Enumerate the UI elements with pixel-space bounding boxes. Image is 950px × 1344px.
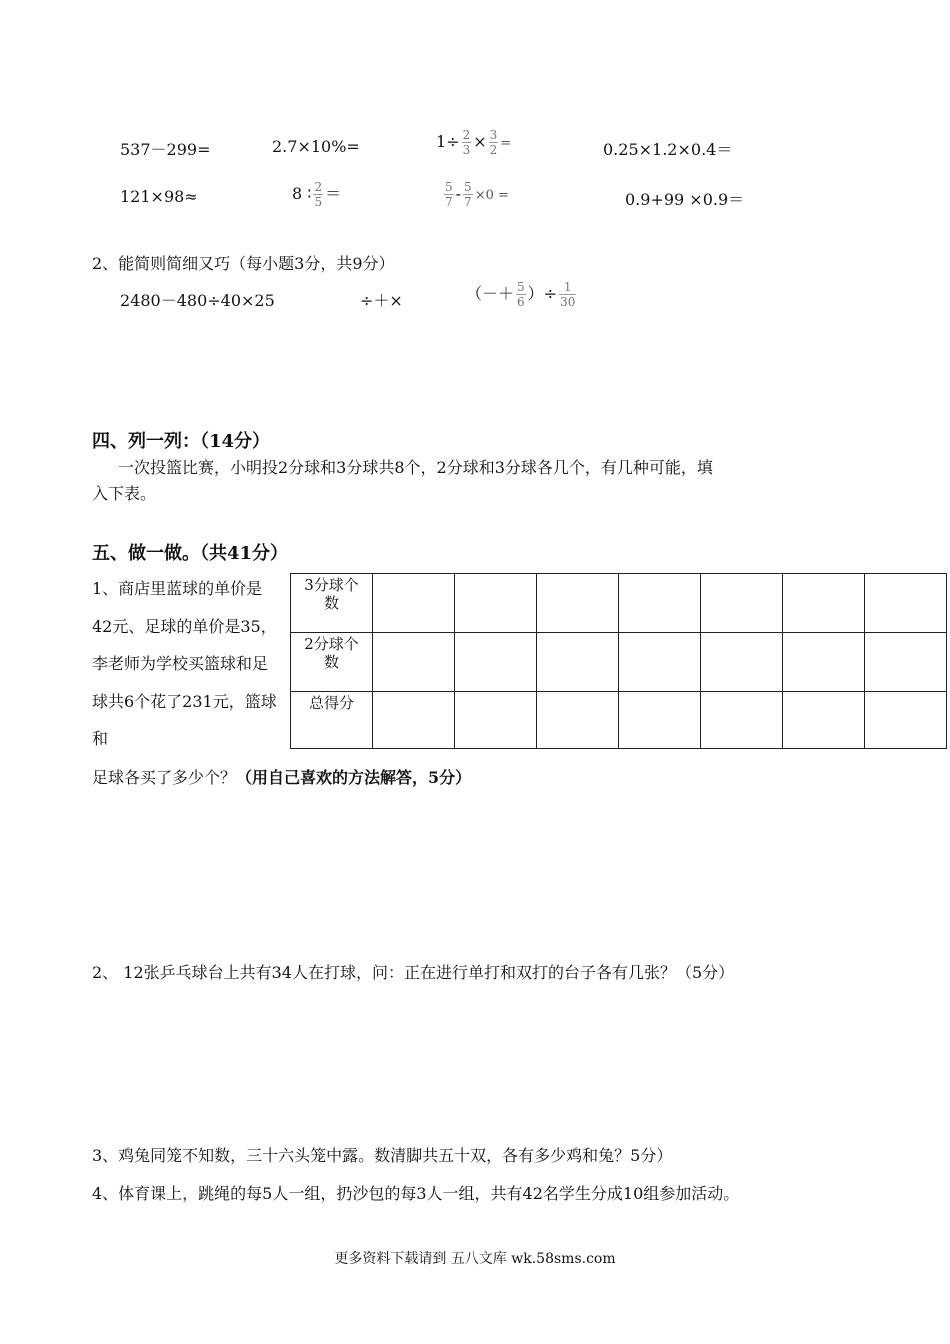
calc-1-4: 0.25×1.2×0.4＝: [603, 140, 733, 159]
calc-1-3-prefix: 1÷: [436, 132, 460, 151]
question-2: 2、 12张乒乓球台上共有34人在打球，问：正在进行单打和双打的台子各有几张？（5分）: [92, 963, 735, 982]
section-5-heading: 五、做一做。（共41分）: [92, 543, 289, 564]
table-row: [291, 633, 947, 692]
fraction: [559, 280, 576, 309]
table-cell[interactable]: [455, 692, 537, 749]
table-cell[interactable]: [373, 574, 455, 633]
calc-1-3-op: ×: [473, 132, 487, 151]
calc-2-2-suffix: ＝: [325, 184, 342, 203]
calc-2-3-op: -: [455, 184, 462, 203]
frac-num: 2: [462, 128, 471, 142]
frac-den: 7: [445, 195, 453, 209]
table-cell[interactable]: [619, 692, 701, 749]
calc-1-2: 2.7×10%=: [272, 137, 360, 156]
simplify-expr-1: 2480－480÷40×25: [120, 291, 275, 310]
question-3: 3、鸡兔同笼不知数，三十六头笼中露。数清脚共五十双，各有多少鸡和兔？5分）: [92, 1146, 673, 1165]
row-label-3pt: 3分球个数: [291, 574, 373, 633]
expr3-prefix: （－＋: [466, 284, 515, 303]
table-cell[interactable]: [455, 633, 537, 692]
table-row: [291, 692, 947, 749]
row-label-2pt: 2分球个数: [291, 633, 373, 692]
table-cell[interactable]: [619, 633, 701, 692]
table-row: [291, 574, 947, 633]
question-1-tail-text: 足球各买了多少个？: [92, 768, 237, 787]
frac-num: 5: [517, 280, 525, 294]
calc-2-2-prefix: 8 ∶: [292, 184, 312, 203]
table-cell[interactable]: [455, 574, 537, 633]
expr3-mid: ）÷: [527, 284, 558, 303]
table-cell[interactable]: [701, 633, 783, 692]
score-table: [290, 573, 947, 749]
calc-2-4: 0.9+99 ×0.9＝: [625, 190, 745, 209]
calc-2-1: 121×98≈: [120, 187, 198, 206]
footer-text: 更多资料下载请到 五八文库 wk.58sms.com: [334, 1251, 616, 1267]
frac-den: 5: [314, 195, 323, 209]
frac-num: 5: [445, 180, 453, 194]
table-cell[interactable]: [619, 574, 701, 633]
table-cell[interactable]: [783, 692, 865, 749]
row-label-total: 总得分: [291, 692, 373, 749]
fraction: [313, 180, 323, 209]
section-4-line-2: 入下表。: [92, 484, 157, 503]
table-cell[interactable]: [865, 633, 947, 692]
frac-num: 5: [464, 180, 472, 194]
calc-2-2: [292, 180, 341, 209]
frac-den: 30: [560, 295, 576, 309]
question-1-tail: [92, 765, 471, 788]
frac-num: 1: [559, 280, 576, 295]
table-cell[interactable]: [373, 692, 455, 749]
section-4-heading: 四、列一列：（14分）: [92, 431, 271, 452]
table-cell[interactable]: [701, 692, 783, 749]
calc-2-3: [442, 180, 509, 209]
simplify-expr-3: [466, 280, 578, 309]
simplify-expr-2: ÷＋×: [360, 291, 403, 310]
section-4-line-1: 一次投篮比赛，小明投2分球和3分球共8个，2分球和3分球各几个，有几种可能，填: [118, 458, 713, 477]
frac-num: 3: [489, 128, 498, 142]
table-cell[interactable]: [783, 633, 865, 692]
fraction: [444, 180, 454, 209]
table-cell[interactable]: [373, 633, 455, 692]
question-1-text: 1、商店里蓝球的单价是42元、足球的单价是35，李老师为学校买篮球和足球共6个花了231元，篮球和: [92, 579, 277, 748]
table-cell[interactable]: [783, 574, 865, 633]
calc-2-3-suffix: ×0 =: [474, 188, 509, 203]
simplify-title: 2、能简则简细又巧（每小题3分，共9分）: [92, 254, 395, 273]
calc-1-1: 537－299=: [120, 140, 211, 159]
fraction: [462, 128, 472, 157]
table-cell[interactable]: [537, 633, 619, 692]
calc-1-3: [436, 128, 511, 157]
frac-den: 6: [517, 295, 525, 309]
calc-1-3-suffix: =: [500, 136, 512, 151]
fraction: [489, 128, 499, 157]
question-4: 4、体育课上，跳绳的每5人一组，扔沙包的每3人一组，共有42名学生分成10组参加活动。: [92, 1184, 740, 1203]
frac-num: 2: [314, 180, 323, 194]
frac-den: 7: [464, 195, 472, 209]
table-cell[interactable]: [865, 574, 947, 633]
table-cell[interactable]: [701, 574, 783, 633]
question-1-note: （用自己喜欢的方法解答，5分）: [236, 768, 472, 787]
fraction: [463, 180, 473, 209]
fraction: [516, 280, 526, 309]
frac-den: 2: [489, 143, 498, 157]
table-cell[interactable]: [537, 574, 619, 633]
frac-den: 3: [462, 143, 471, 157]
table-cell[interactable]: [537, 692, 619, 749]
table-cell[interactable]: [865, 692, 947, 749]
